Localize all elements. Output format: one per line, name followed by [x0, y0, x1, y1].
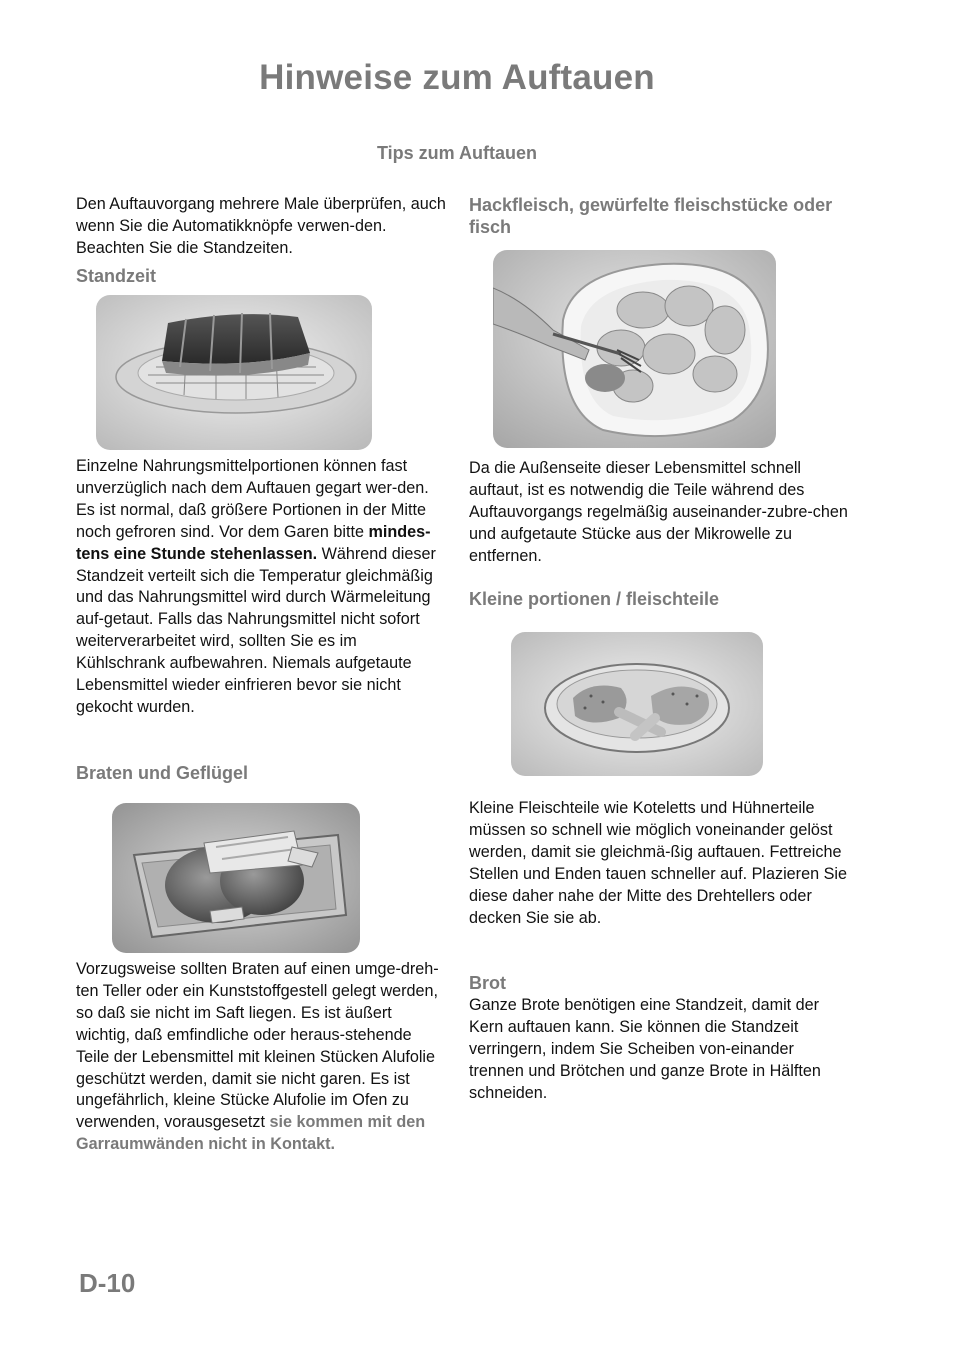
brot-heading: Brot — [469, 973, 506, 993]
standzeit-heading: Standzeit — [76, 266, 157, 286]
standzeit-paragraph — [76, 456, 448, 719]
braten-text-grey: sie kommen mit den Garraumwänden nicht in Kontakt. — [76, 1113, 426, 1154]
hackfleisch-heading-block — [469, 194, 849, 238]
standzeit-text-bold: mindes-tens eine Stunde stehenlassen. — [76, 522, 431, 563]
kleine-heading-block — [469, 588, 849, 610]
brot-paragraph: Ganze Brote benötigen eine Standzeit, damit der Kern auftauen kann. Sie können die Standzeit verringern, indem Sie Scheiben von-einander trennen und Brötchen und ganze Brote in Hälften schneiden. — [469, 996, 821, 1102]
brot-block — [469, 972, 849, 1105]
page-number: D-10 — [79, 1268, 136, 1298]
hackfleisch-paragraph-block — [469, 458, 849, 568]
standzeit-heading-block — [76, 265, 448, 287]
braten-text-a: Vorzugsweise sollten Braten auf einen umge-dreh-ten Teller oder ein Kunststoffgestell gelegt werden, so daß sie nicht im Saft liegen. Es ist äußert wichtig, daß emfindliche oder heraus-stehende Teile der Lebensmittel mit kleinen Stücken Alufolie geschützt werden, damit sie nicht garen. Es ist ungefährlich, kleine Stücke Alufolie im Ofen zu verwenden, vorausgesetzt — [76, 960, 439, 1132]
standzeit-text-b: Während dieser Standzeit verteilt sich die Temperatur gleichmäßig und das Nahrungsmittel wird durch Wärmeleitung auf-getaut. Falls das Nahrungsmittel nicht sofort weiterverarbeitet wird, sollten Sie es im Kühlschrank aufbewahren. Niemals aufgetaute Lebensmittel wieder einfrieren bevor sie nicht gekocht wurden. — [76, 544, 436, 716]
page-subtitle: Tips zum Auftauen — [376, 143, 537, 163]
braten-paragraph — [76, 959, 448, 1156]
intro-paragraph: Den Auftauvorgang mehrere Male überprüfen, auch wenn Sie die Automatikknöpfe verwen-den. Beachten Sie die Standzeiten. — [76, 195, 446, 257]
meat-pieces-fork-photo — [493, 250, 776, 448]
kleine-paragraph: Kleine Fleischteile wie Koteletts und Hühnerteile müssen so schnell wie möglich voneinander gelöst werden, damit sie gleichmä-ßig auftauen. Fettreiche Stellen und Enden tauen schneller auf. Plazieren Sie diese daher nahe der Mitte des Drehtellers oder decken Sie sie ab. — [469, 799, 847, 927]
roast-on-rack-photo — [96, 295, 372, 450]
hackfleisch-heading: Hackfleisch, gewürfelte fleischstücke oder fisch — [469, 195, 833, 237]
hackfleisch-paragraph: Da die Außenseite dieser Lebensmittel schnell auftaut, ist es notwendig die Teile während des Auftauvorgangs regelmäßig auseinander-zubre-chen und aufgetaute Stücke aus der Mikrowelle zu entfernen. — [469, 459, 848, 565]
poultry-in-dish-photo — [112, 803, 360, 953]
chicken-legs-dish-photo — [511, 632, 763, 776]
braten-heading: Braten und Geflügel — [76, 763, 249, 783]
standzeit-paragraph-block — [76, 456, 448, 719]
standzeit-text-a: Einzelne Nahrungsmittelportionen können fast unverzüglich nach dem Auftauen gegart wer-den. Es ist normal, daß größere Portionen in der Mitte noch gefroren sind. Vor dem Garen bitte — [76, 457, 429, 541]
page-title: Hinweise zum Auftauen — [259, 58, 655, 97]
kleine-heading: Kleine portionen / fleischteile — [469, 589, 720, 609]
braten-heading-block — [76, 762, 448, 784]
intro-paragraph-block — [76, 194, 448, 260]
braten-paragraph-block — [76, 959, 448, 1156]
kleine-paragraph-block — [469, 798, 849, 929]
